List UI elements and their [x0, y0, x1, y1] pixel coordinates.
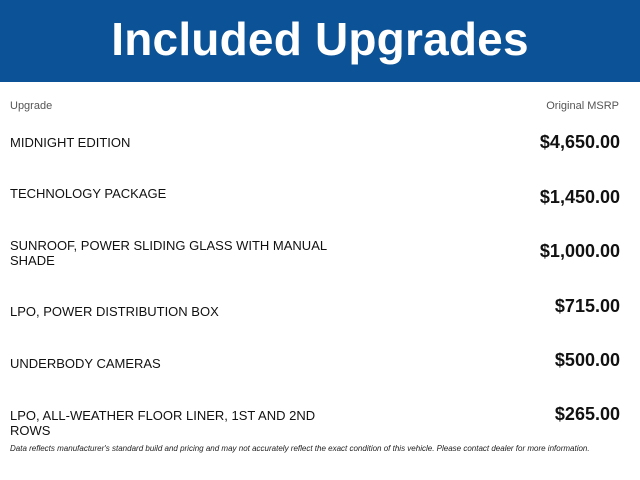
upgrade-price: $4,650.00 [539, 132, 620, 152]
upgrade-row [10, 132, 620, 172]
page-title: Included Upgrades [111, 13, 529, 65]
upgrade-price: $1,000.00 [539, 241, 620, 261]
upgrade-price: $265.00 [554, 404, 620, 424]
disclaimer-text: Data reflects manufacturer's standard build and pricing and may not accurately reflect the exact condition of this vehicle. Please contact dealer for more information. [10, 444, 590, 453]
upgrade-row [10, 296, 620, 336]
upgrade-price: $1,450.00 [539, 187, 620, 207]
upgrade-name: LPO, POWER DISTRIBUTION BOX [10, 304, 219, 319]
upgrade-row [10, 238, 620, 278]
header-banner [0, 0, 640, 82]
upgrade-name: UNDERBODY CAMERAS [10, 356, 161, 371]
upgrade-name: SUNROOF, POWER SLIDING GLASS WITH MANUAL SHADE [10, 238, 327, 268]
upgrade-price: $500.00 [554, 350, 620, 370]
upgrade-name: MIDNIGHT EDITION [10, 135, 131, 150]
upgrade-column-header: Upgrade [10, 100, 53, 112]
upgrade-name: TECHNOLOGY PACKAGE [10, 186, 167, 201]
upgrade-name: LPO, ALL-WEATHER FLOOR LINER, 1ST AND 2ND ROWS [10, 408, 316, 438]
upgrade-row [10, 404, 620, 444]
upgrade-row [10, 186, 620, 226]
upgrade-price: $715.00 [554, 296, 620, 316]
msrp-column-header: Original MSRP [546, 100, 619, 112]
upgrade-row [10, 350, 620, 390]
